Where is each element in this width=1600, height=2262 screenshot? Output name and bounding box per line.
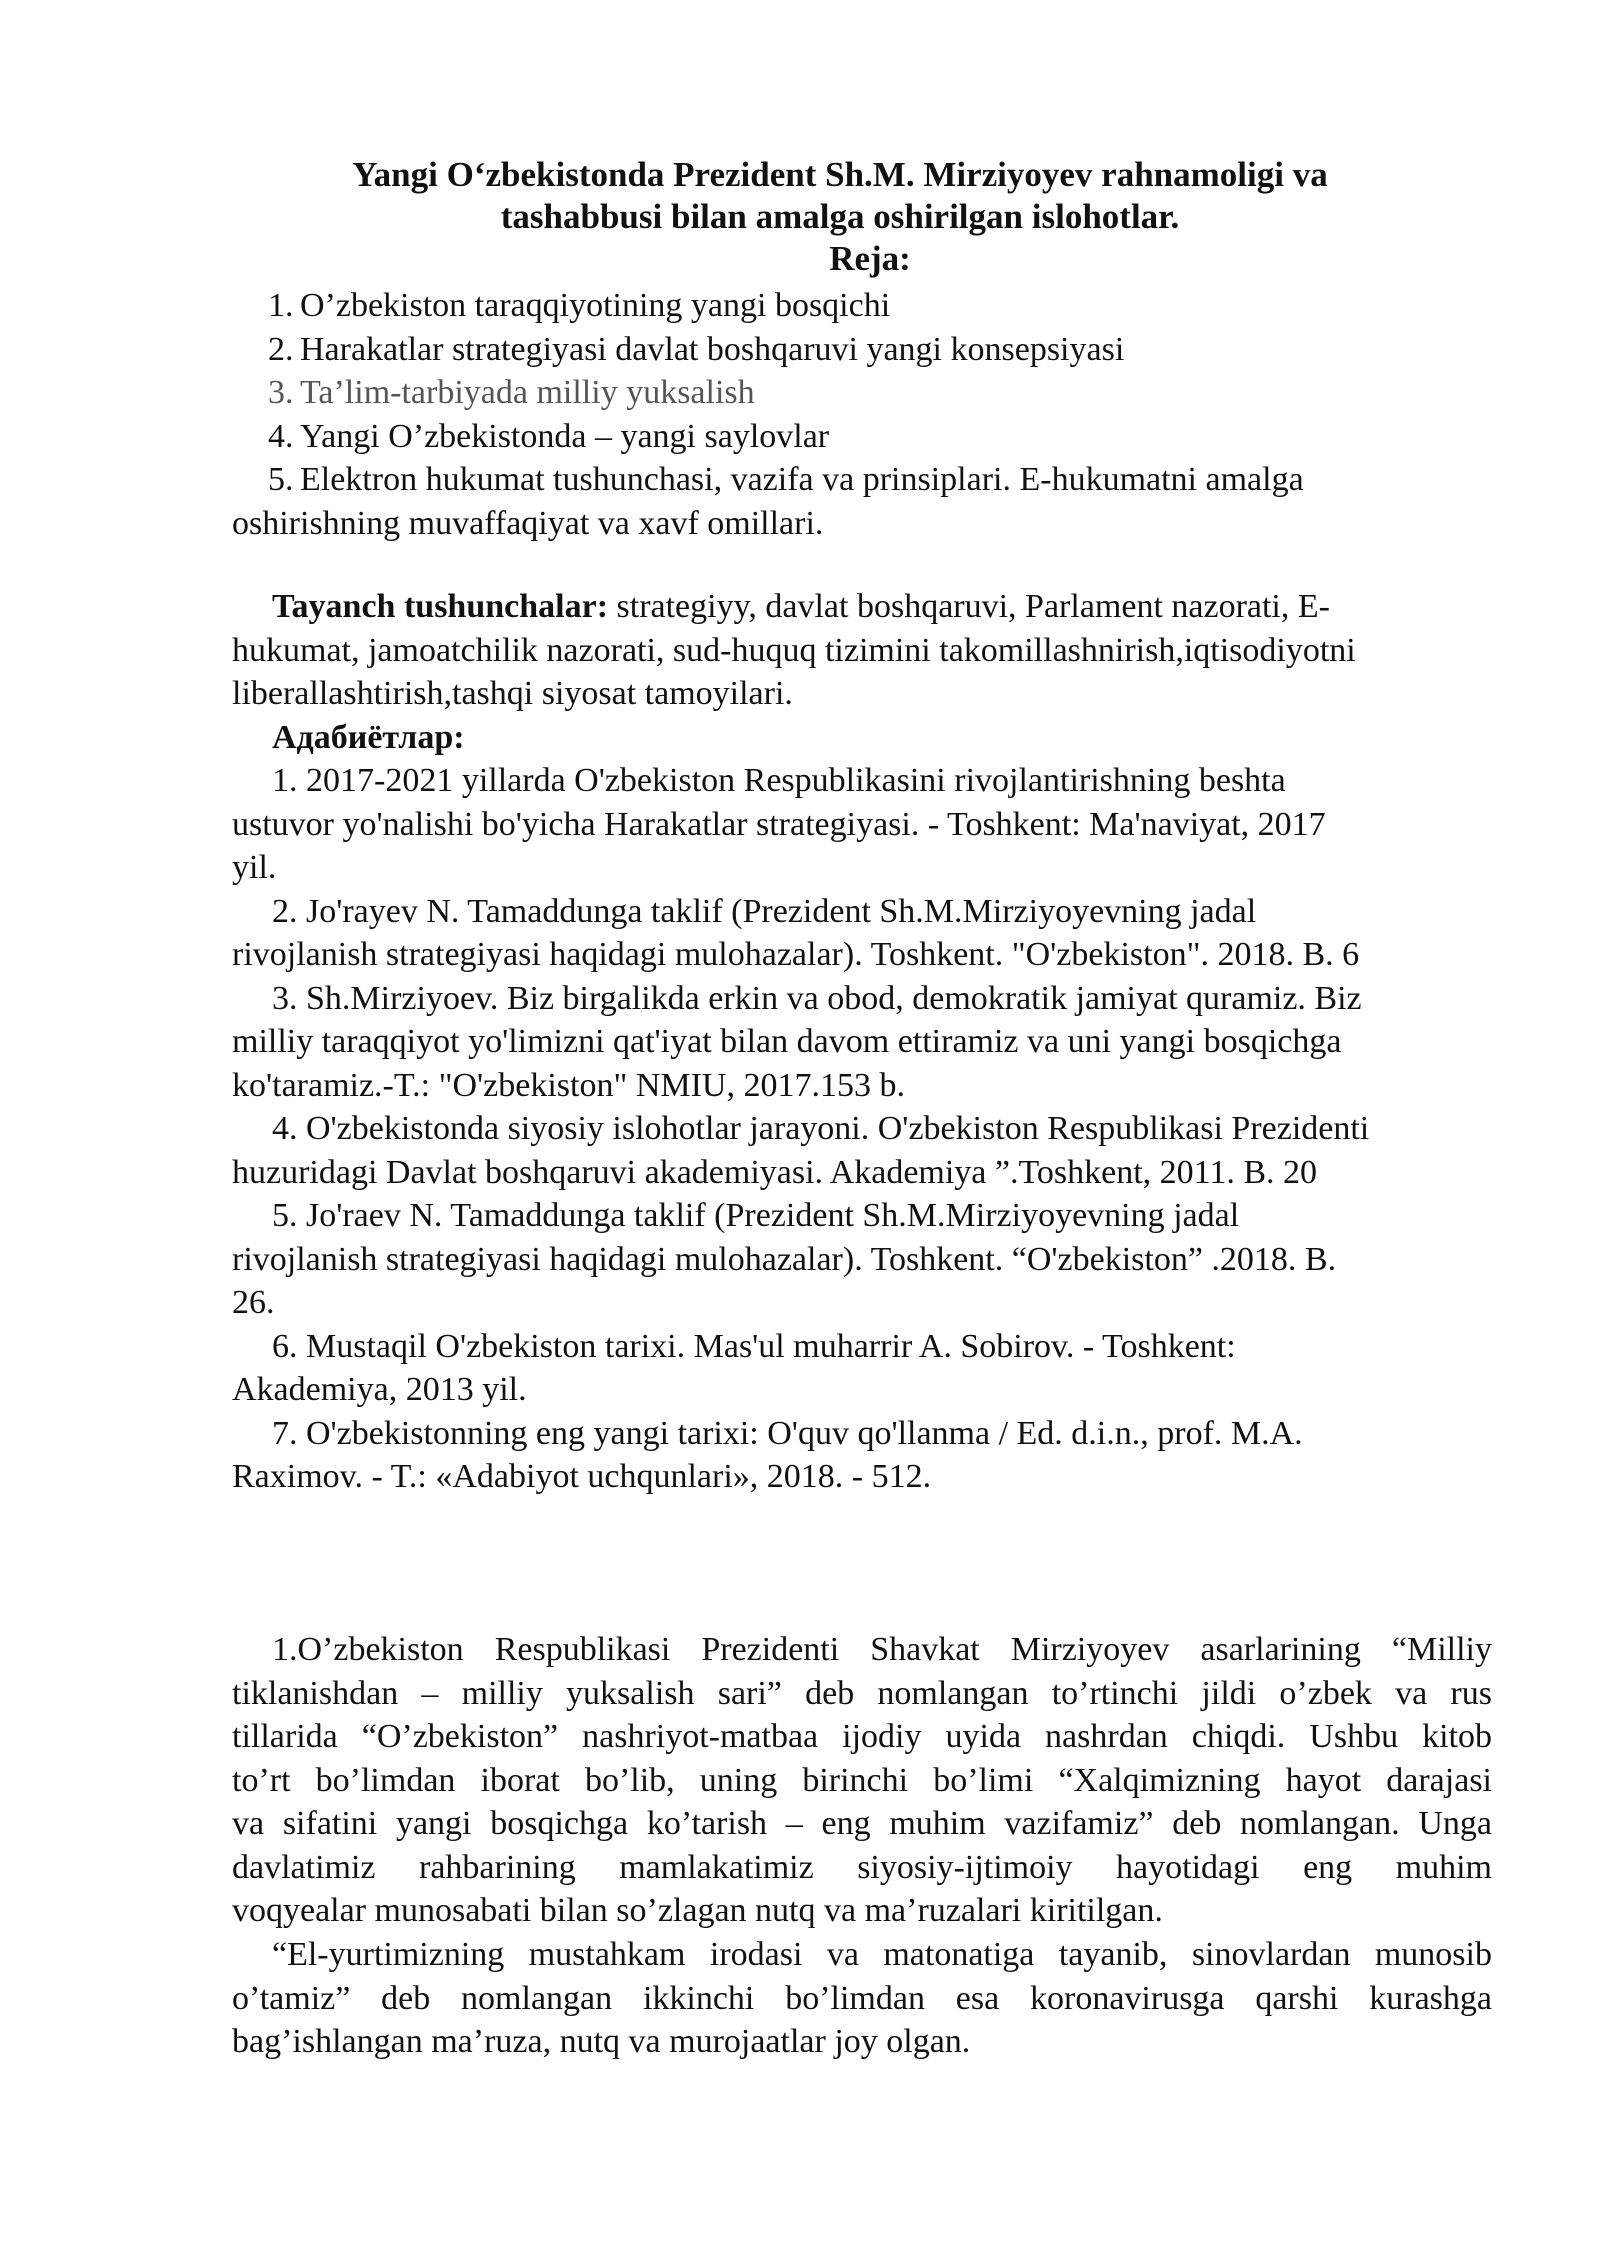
literature-line: 6. Mustaqil O'zbekiston tarixi. Mas'ul muharrir A. Sobirov. - Toshkent:	[272, 1327, 1236, 1365]
plan-item-continuation: oshirishning muvaffaqiyat va xavf omillari.	[232, 504, 824, 542]
literature-line: ustuvor yo'nalishi bo'yicha Harakatlar strategiyasi. - Toshkent: Ma'naviyat, 2017	[232, 805, 1326, 843]
plan-item	[232, 284, 1532, 328]
literature-line: huzuridagi Davlat boshqaruvi akademiyasi. Akademiya ”.Toshkent, 2011. B. 20	[232, 1153, 1318, 1191]
plan-item-number: 5.	[268, 461, 294, 498]
paragraph-line: voqyealar munosabati bilan so’zlagan nutq va ma’ruzalari kiritilgan.	[232, 1892, 1163, 1929]
literature-line: 7. O'zbekistonning eng yangi tarixi: O'quv qo'llanma / Ed. d.i.n., prof. M.A.	[272, 1414, 1303, 1452]
plan-list	[232, 284, 1532, 545]
paragraph-line: bag’ishlangan ma’ruza, nutq va murojaatlar joy olgan.	[232, 2023, 971, 2060]
plan-item-text: Ta’lim-tarbiyada milliy yuksalish	[300, 374, 755, 411]
paragraph-line: davlatimiz rahbarining mamlakatimiz siyosiy-ijtimoiy hayotidagi eng muhim	[232, 1848, 1492, 1886]
key-terms-section	[232, 585, 1492, 759]
literature-line: ko'taramiz.-T.: "O'zbekiston" NMIU, 2017.153 b.	[232, 1066, 905, 1104]
plan-item-number: 2.	[268, 330, 294, 368]
plan-item	[232, 371, 1532, 415]
literature-line: milliy taraqqiyot yo'limizni qat'iyat bilan davom ettiramiz va uni yangi bosqichga	[232, 1023, 1342, 1060]
literature-line: Akademiya, 2013 yil.	[232, 1371, 527, 1408]
plan-item	[232, 458, 1532, 502]
literature-line: rivojlanish strategiyasi haqidagi mulohazalar). Toshkent. "O'zbekiston". 2018. B. 6	[232, 936, 1360, 973]
literature-list	[232, 759, 1492, 1499]
literature-line: yil.	[232, 849, 277, 886]
plan-item-text: Harakatlar strategiyasi davlat boshqaruvi yangi konsepsiyasi	[300, 330, 1125, 368]
plan-item-number: 4.	[268, 417, 294, 455]
plan-item-number: 3.	[268, 374, 294, 411]
literature-line: 5. Jo'raev N. Tamaddunga taklif (Prezident Sh.M.Mirziyoyevning jadal	[272, 1197, 1240, 1234]
plan-item-text: O’zbekiston taraqqiyotining yangi bosqichi	[300, 287, 891, 324]
body-paragraph-2	[232, 1933, 1492, 2064]
key-terms-line: hukumat, jamoatchilik nazorati, sud-huquq tizimini takomillashnirish,iqtisodiyotni	[232, 631, 1356, 669]
literature-line: 4. O'zbekistonda siyosiy islohotlar jarayoni. O'zbekiston Respublikasi Prezidenti	[272, 1110, 1370, 1147]
key-terms-label: Tayanch tushunchalar:	[272, 588, 609, 625]
document-title-line-2: tashabbusi bilan amalga oshirilgan islohotlar.	[500, 197, 1180, 236]
literature-line: 1. 2017-2021 yillarda O'zbekiston Respublikasini rivojlantirishning beshta	[272, 762, 1286, 799]
literature-line: 26.	[232, 1284, 275, 1321]
paragraph-line: 1.O’zbekiston Respublikasi Prezidenti Shavkat Mirziyoyev asarlarining “Milliy	[272, 1631, 1492, 1668]
paragraph-line: tiklanishdan – milliy yuksalish sari” deb nomlangan to’rtinchi jildi o’zbek va rus	[232, 1674, 1492, 1712]
plan-item	[232, 328, 1532, 372]
paragraph-line: o’tamiz” deb nomlangan ikkinchi bo’limdan esa koronavirusga qarshi kurashga	[232, 1979, 1492, 2017]
body-paragraph-1	[232, 1628, 1492, 1933]
key-terms-line	[232, 585, 1492, 629]
plan-item	[232, 415, 1532, 459]
literature-heading: Адабиётлар:	[272, 718, 465, 756]
literature-line: Raximov. - T.: «Adabiyot uchqunlari», 2018. - 512.	[232, 1458, 932, 1495]
paragraph-line: tillarida “O’zbekiston” nashriyot-matbaa ijodiy uyida nashrdan chiqdi. Ushbu kitob	[232, 1718, 1492, 1755]
document-title-line-1: Yangi O‘zbekistonda Prezident Sh.M. Mirziyoyev rahnamoligi va	[352, 155, 1328, 194]
key-terms-text: strategiyy, davlat boshqaruvi, Parlament nazorati, E-	[608, 588, 1330, 625]
literature-line: 3. Sh.Mirziyoev. Biz birgalikda erkin va obod, demokratik jamiyat quramiz. Biz	[272, 979, 1362, 1017]
paragraph-line: va sifatini yangi bosqichga ko’tarish – eng muhim vazifamiz” deb nomlangan. Unga	[232, 1805, 1492, 1842]
plan-item-text: Yangi O’zbekistonda – yangi saylovlar	[300, 417, 830, 455]
paragraph-line: to’rt bo’limdan iborat bo’lib, uning birinchi bo’limi “Xalqimizning hayot darajasi	[232, 1761, 1492, 1799]
plan-heading: Reja:	[829, 239, 911, 278]
plan-item-number: 1.	[268, 287, 294, 324]
paragraph-line: “El-yurtimizning mustahkam irodasi va matonatiga tayanib, sinovlardan munosib	[272, 1936, 1492, 1973]
key-terms-line: liberallashtirish,tashqi siyosat tamoyilari.	[232, 675, 793, 712]
plan-item-text: Elektron hukumat tushunchasi, vazifa va prinsiplari. E-hukumatni amalga	[300, 461, 1304, 498]
literature-line: rivojlanish strategiyasi haqidagi mulohazalar). Toshkent. “O'zbekiston” .2018. B.	[232, 1240, 1337, 1278]
literature-line: 2. Jo'rayev N. Tamaddunga taklif (Prezident Sh.M.Mirziyoyevning jadal	[272, 892, 1257, 930]
